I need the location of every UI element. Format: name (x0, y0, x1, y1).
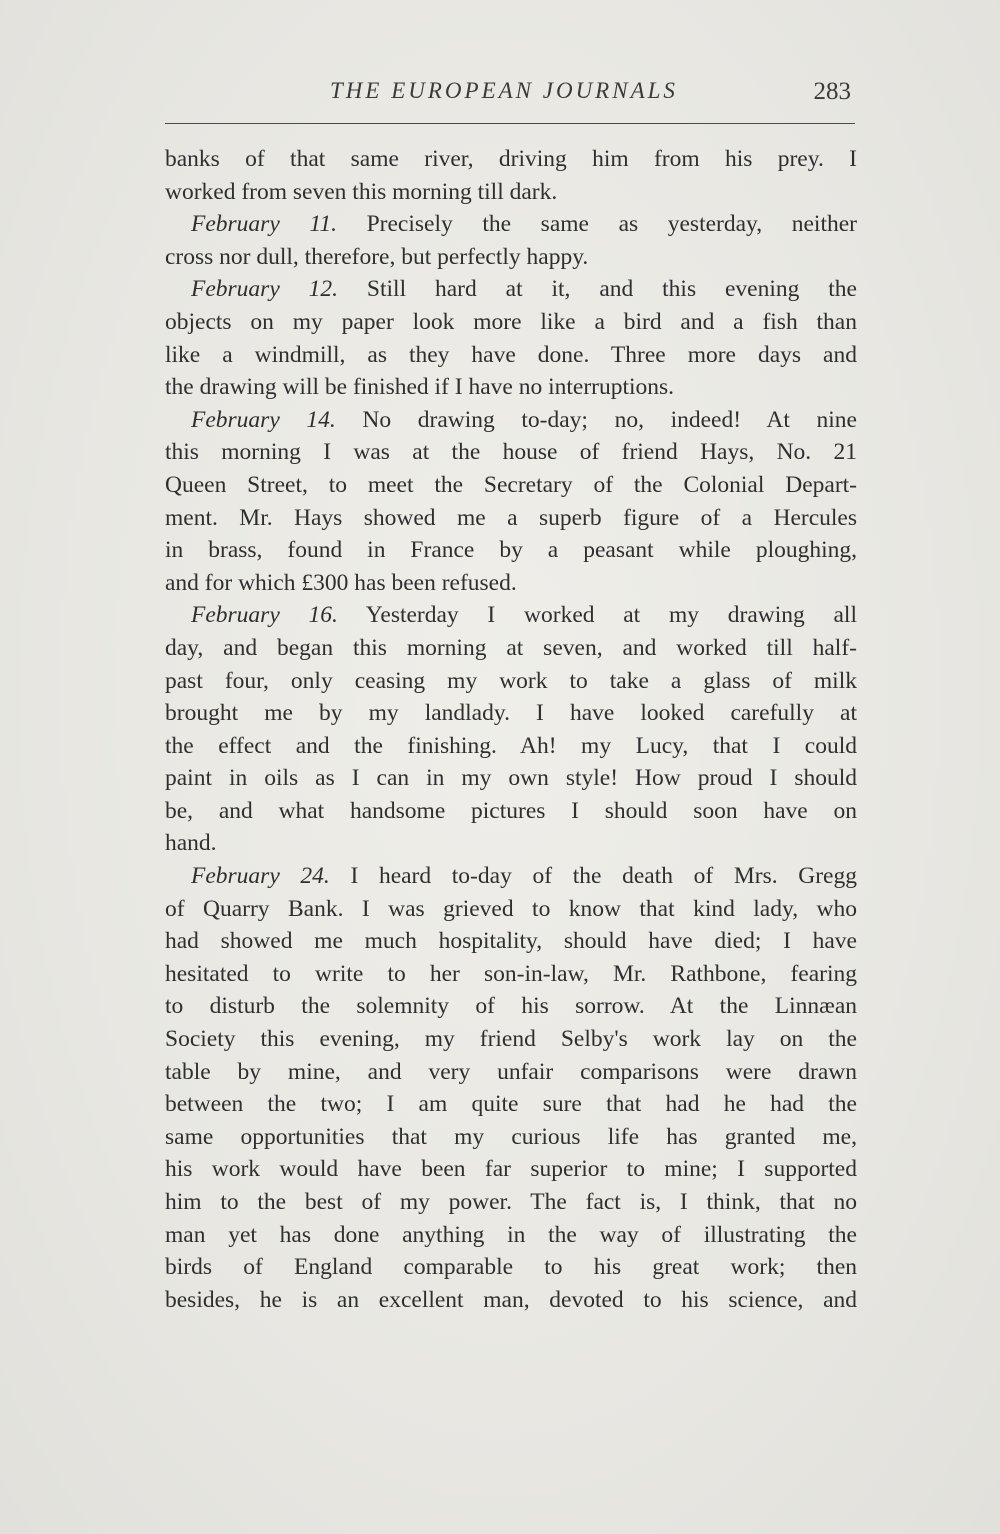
text-line (165, 599, 857, 632)
text-line: the drawing will be finished if I have no interruptions. (165, 374, 675, 401)
text-line: worked from seven this morning till dark. (165, 178, 558, 205)
text-line: birds of England comparable to his great work; then (165, 1254, 857, 1281)
text-line: cross nor dull, therefore, but perfectly happy. (165, 243, 589, 270)
text-line: this morning I was at the house of friend Hays, No. 21 (165, 439, 857, 466)
running-title: THE EUROPEAN JOURNALS (330, 78, 678, 103)
running-head (165, 78, 855, 118)
entry-date: February 12. (191, 276, 339, 303)
text-line: man yet has done anything in the way of illustrating the (165, 1221, 857, 1248)
text-line (165, 404, 857, 437)
entry-text: Precisely the same as yesterday, neither (337, 211, 857, 238)
entry-date: February 11. (191, 211, 337, 238)
entry-text: Still hard at it, and this evening the (338, 276, 857, 303)
text-line: in brass, found in France by a peasant while ploughing, (165, 537, 857, 564)
body-text (165, 143, 857, 1316)
paragraph (165, 143, 857, 208)
text-line: Society this evening, my friend Selby's work lay on the (165, 1026, 857, 1053)
text-line: table by mine, and very unfair comparisons were drawn (165, 1058, 857, 1085)
text-line (165, 208, 857, 241)
paragraph-entry (165, 273, 857, 403)
text-line: brought me by my landlady. I have looked carefully at (165, 700, 857, 727)
text-line: same opportunities that my curious life has granted me, (165, 1123, 857, 1150)
text-line: hesitated to write to her son-in-law, Mr. Rathbone, fearing (165, 960, 857, 987)
text-line: besides, he is an excellent man, devoted to his science, and (165, 1286, 857, 1313)
entry-text: I heard to-day of the death of Mrs. Gregg (329, 863, 857, 890)
entry-date: February 14. (191, 406, 336, 433)
text-line (165, 860, 857, 893)
text-line: had showed me much hospitality, should have died; I have (165, 928, 857, 955)
text-line: and for which £300 has been refused. (165, 569, 517, 596)
entry-text: Yesterday I worked at my drawing all (337, 602, 857, 629)
text-line: him to the best of my power. The fact is, I think, that no (165, 1189, 857, 1215)
text-line: paint in oils as I can in my own style! How proud I should (165, 765, 857, 792)
text-line: day, and began this morning at seven, and worked till half- (165, 634, 857, 661)
text-line: objects on my paper look more like a bird and a fish than (165, 308, 857, 335)
paragraph-entry (165, 208, 857, 273)
text-line: like a windmill, as they have done. Three more days and (165, 341, 857, 368)
text-line: the effect and the finishing. Ah! my Lucy, that I could (165, 732, 857, 759)
text-line: to disturb the solemnity of his sorrow. At the Linnæan (165, 993, 857, 1020)
text-line: his work would have been far superior to mine; I supported (165, 1156, 857, 1183)
text-line: of Quarry Bank. I was grieved to know that kind lady, who (165, 895, 857, 922)
header-rule (165, 123, 855, 124)
text-line: between the two; I am quite sure that had he had the (165, 1091, 857, 1118)
paragraph-entry (165, 404, 857, 600)
text-line: Queen Street, to meet the Secretary of the Colonial Depart- (165, 471, 857, 498)
text-line: banks of that same river, driving him from his prey. I (165, 146, 857, 172)
entry-text: No drawing to-day; no, indeed! At nine (335, 406, 857, 433)
entry-date: February 16. (191, 602, 338, 629)
paragraph-entry (165, 599, 857, 860)
text-line: hand. (165, 830, 217, 857)
text-line (165, 273, 857, 306)
entry-date: February 24. (191, 863, 330, 890)
text-line: ment. Mr. Hays showed me a superb figure of a Hercules (165, 504, 857, 531)
text-line: be, and what handsome pictures I should soon have on (165, 797, 857, 824)
text-line: past four, only ceasing my work to take a glass of milk (165, 667, 857, 694)
paragraph-entry (165, 860, 857, 1316)
page-number: 283 (813, 78, 851, 105)
